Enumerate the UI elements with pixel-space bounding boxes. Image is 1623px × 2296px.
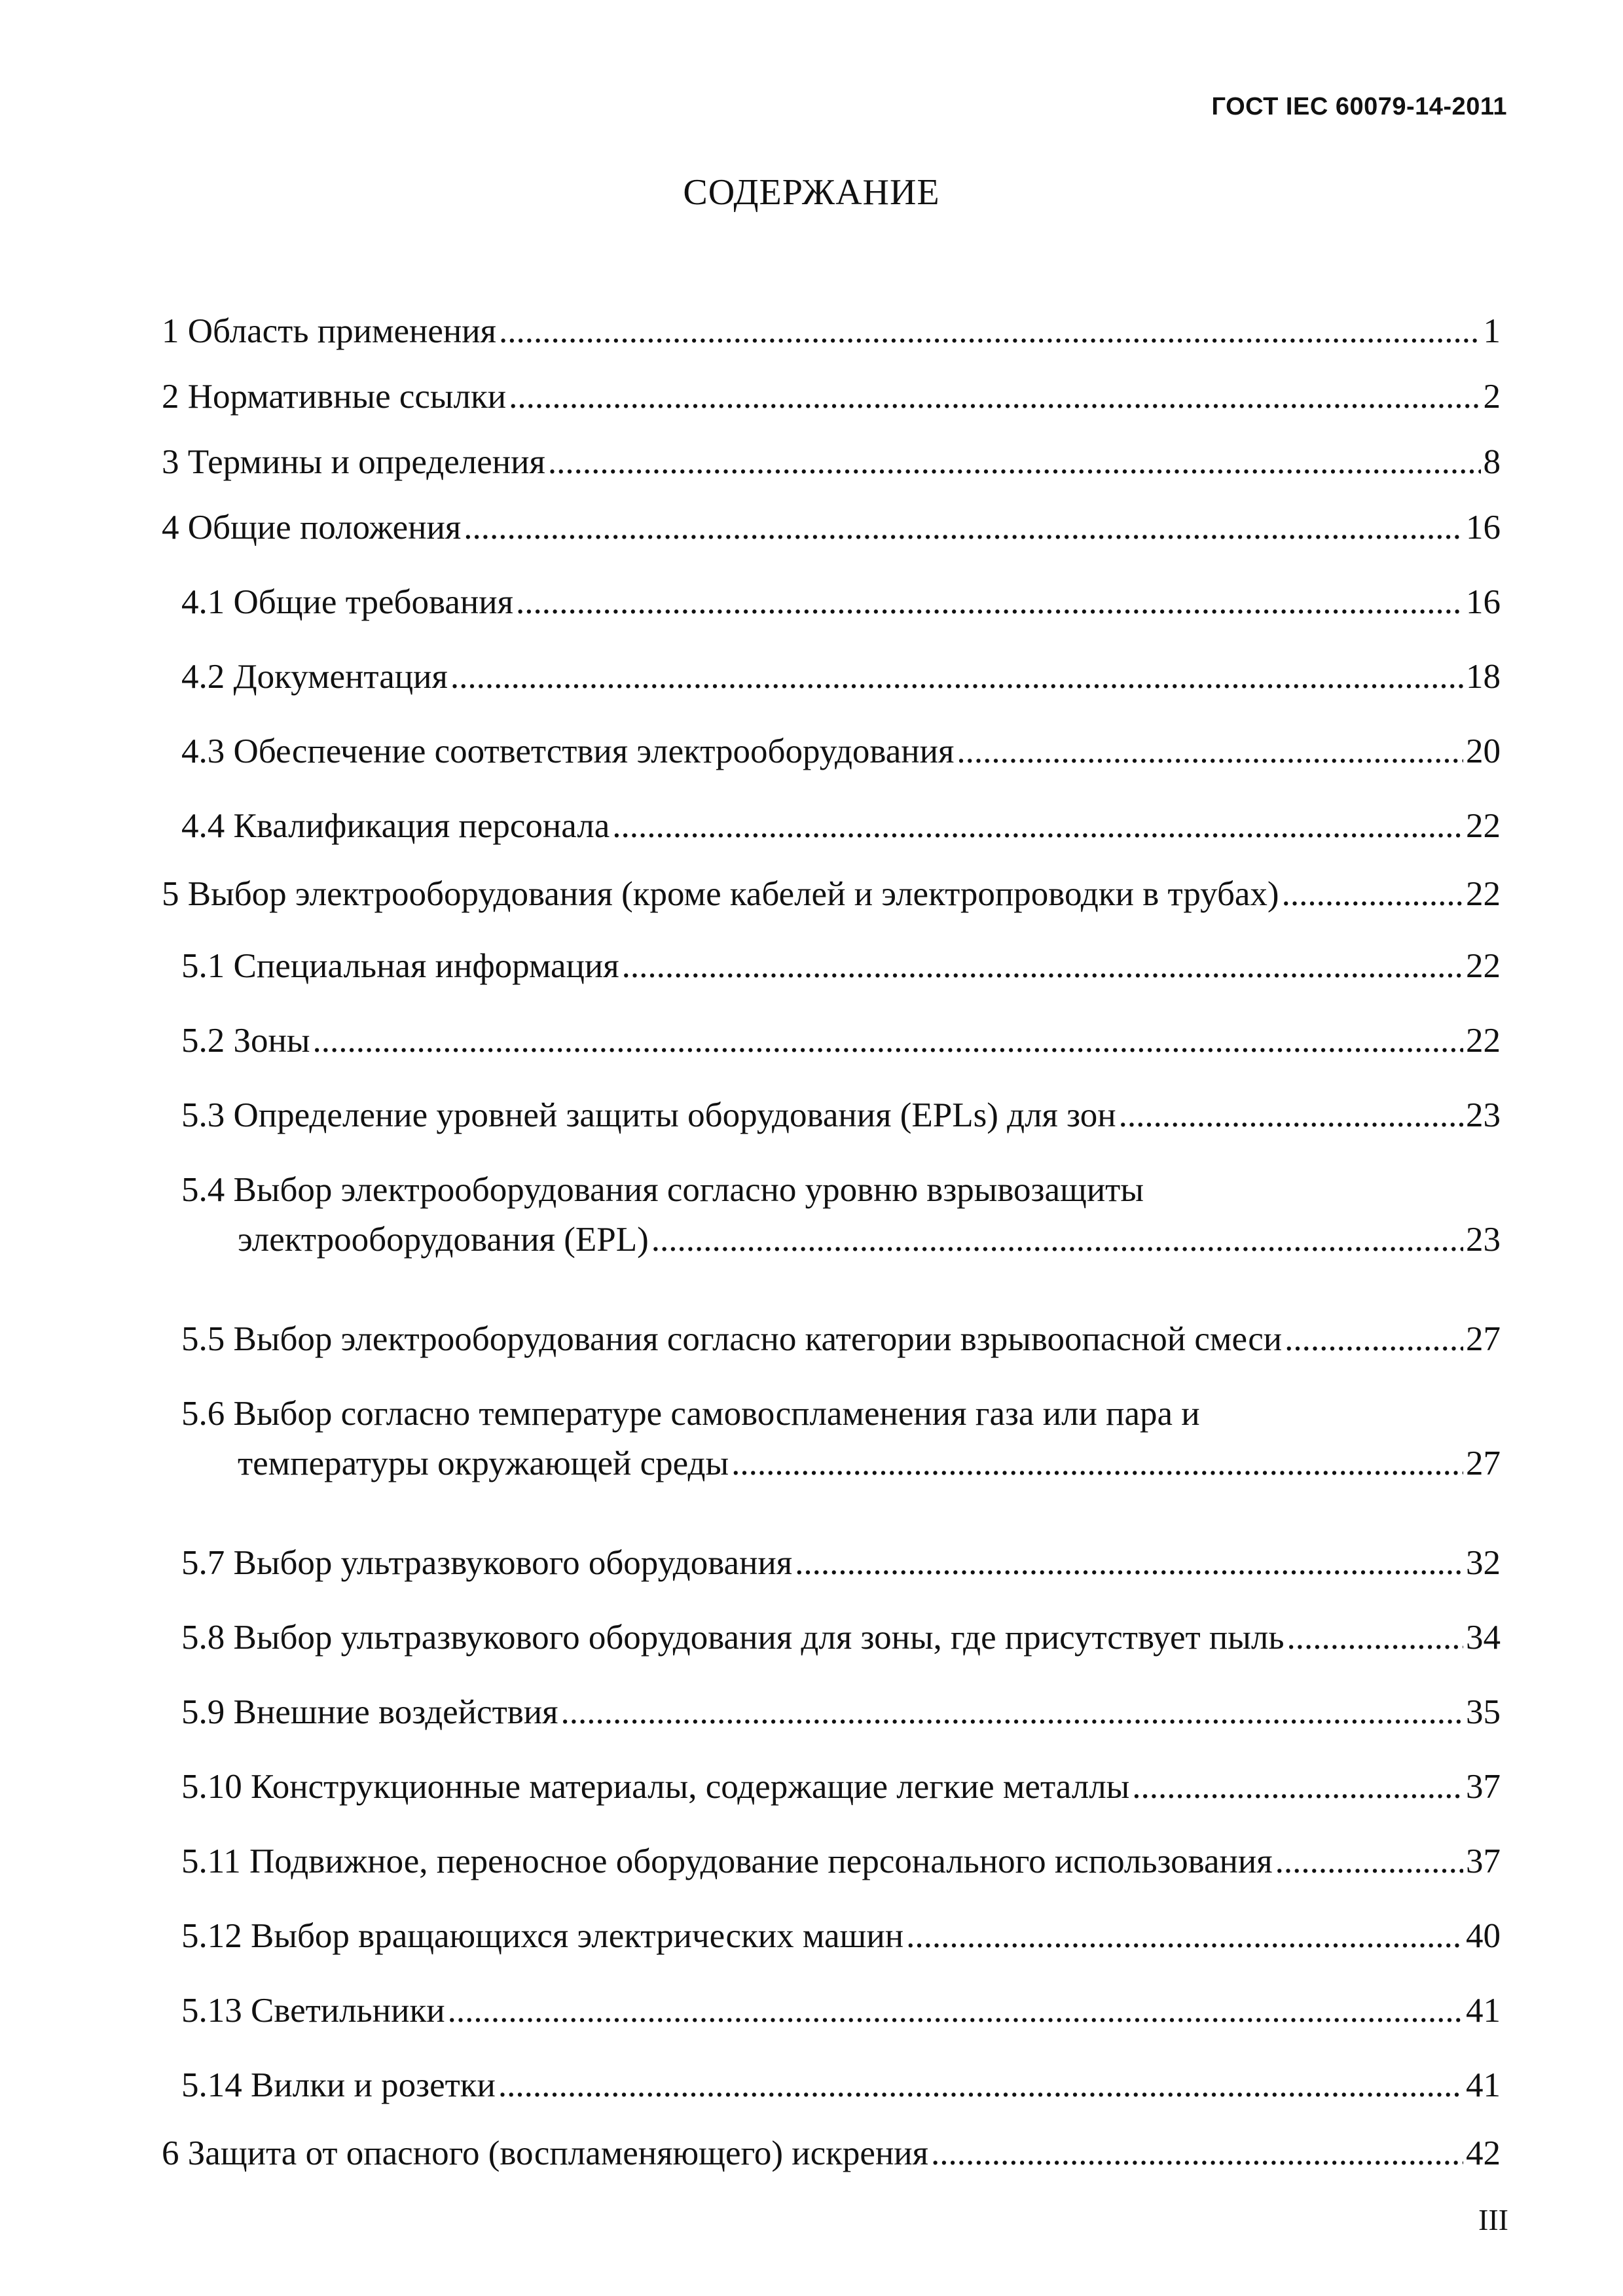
- leader-dots: [1286, 1613, 1463, 1662]
- leader-dots: [1285, 1314, 1463, 1364]
- toc-entry-title: 5.6 Выбор согласно температуре самовоспламенения газа или пара и: [181, 1395, 1200, 1433]
- toc-entry[interactable]: [181, 652, 1501, 702]
- leader-dots: [1119, 1090, 1463, 1140]
- leader-dots: [906, 1911, 1463, 1961]
- toc-entry-title: 5.14 Вилки и розетки: [181, 2066, 496, 2104]
- toc-entry-page: 37: [1466, 1768, 1501, 1806]
- leader-dots: [651, 1215, 1463, 1265]
- toc-entry[interactable]: [181, 726, 1501, 776]
- toc-entry[interactable]: [181, 1986, 1501, 2036]
- leader-dots: [548, 437, 1481, 487]
- toc-entry-title: 4.3 Обеспечение соответствия электрооборудования: [181, 732, 955, 770]
- toc-entry[interactable]: [181, 1687, 1501, 1737]
- toc-entry-page: 34: [1466, 1619, 1501, 1657]
- toc-entry-title: 5.13 Светильники: [181, 1992, 445, 2030]
- toc-entry-title: 3 Термины и определения: [162, 443, 545, 481]
- leader-dots: [448, 1986, 1463, 2036]
- toc-entry-page: 41: [1466, 1992, 1501, 2030]
- toc-entry-title: 1 Область применения: [162, 312, 497, 350]
- leader-dots: [516, 577, 1463, 627]
- toc-entry[interactable]: [181, 1165, 1501, 1265]
- toc-entry-title: 5.8 Выбор ультразвукового оборудования для зоны, где присутствует пыль: [181, 1619, 1285, 1657]
- toc-entry-title: 5.11 Подвижное, переносное оборудование персонального использования: [181, 1842, 1273, 1880]
- toc-entry-page: 41: [1466, 2066, 1501, 2104]
- leader-dots: [450, 652, 1463, 702]
- toc-entry[interactable]: [181, 2060, 1501, 2110]
- toc-entry-title-continued: электрооборудования (EPL): [238, 1221, 649, 1259]
- toc-entry[interactable]: [181, 1538, 1501, 1588]
- leader-dots: [499, 306, 1480, 356]
- toc-entry-page: 27: [1466, 1320, 1501, 1358]
- leader-dots: [509, 372, 1480, 422]
- toc-entry-page: 22: [1466, 807, 1501, 845]
- toc-entry-page: 20: [1466, 732, 1501, 770]
- document-code: ГОСТ IEC 60079-14-2011: [1211, 93, 1507, 120]
- toc-entry-page: 22: [1466, 947, 1501, 985]
- toc-entry[interactable]: [181, 1314, 1501, 1364]
- toc-entry[interactable]: [181, 801, 1501, 851]
- toc-entry[interactable]: [162, 372, 1501, 422]
- toc-entry[interactable]: [181, 941, 1501, 991]
- leader-dots: [622, 941, 1463, 991]
- toc-entry-title-continued: температуры окружающей среды: [238, 1444, 729, 1482]
- toc-entry-page: 40: [1466, 1917, 1501, 1955]
- toc-entry[interactable]: [162, 437, 1501, 487]
- toc-entry-page: 42: [1466, 2134, 1501, 2172]
- toc-entry[interactable]: [181, 1762, 1501, 1812]
- toc-entry-title: 4.4 Квалификация персонала: [181, 807, 610, 845]
- toc-entry[interactable]: [162, 869, 1501, 919]
- leader-dots: [612, 801, 1463, 851]
- toc-entry-title: 5 Выбор электрооборудования (кроме кабелей и электропроводки в трубах): [162, 875, 1279, 913]
- leader-dots: [313, 1016, 1463, 1066]
- leader-dots: [464, 503, 1463, 552]
- leader-dots: [731, 1439, 1463, 1488]
- toc-entry-page: 18: [1466, 658, 1501, 696]
- toc-entry-page: 35: [1466, 1693, 1501, 1731]
- toc-entry-title: 5.1 Специальная информация: [181, 947, 619, 985]
- toc-entry-title: 5.12 Выбор вращающихся электрических машин: [181, 1917, 904, 1955]
- toc-entry-page: 16: [1466, 583, 1501, 621]
- toc-entry-page: 22: [1466, 1022, 1501, 1060]
- toc-entry-page: 23: [1466, 1221, 1501, 1259]
- toc-entry-title: 4 Общие положения: [162, 509, 462, 547]
- page-number: III: [1478, 2203, 1508, 2236]
- toc-entry[interactable]: [181, 577, 1501, 627]
- toc-entry-title: 5.5 Выбор электрооборудования согласно категории взрывоопасной смеси: [181, 1320, 1283, 1358]
- leader-dots: [1275, 1837, 1463, 1886]
- toc-entry[interactable]: [181, 1613, 1501, 1662]
- toc-entry-page: 23: [1466, 1096, 1501, 1134]
- toc-entry-title: 4.2 Документация: [181, 658, 448, 696]
- toc-entry-page: 22: [1466, 875, 1501, 913]
- toc-entry[interactable]: [181, 1016, 1501, 1066]
- toc-entry-page: 2: [1483, 378, 1501, 416]
- toc-entry-title: 6 Защита от опасного (воспламеняющего) искрения: [162, 2134, 929, 2172]
- toc-entry-title: 5.2 Зоны: [181, 1022, 310, 1060]
- toc-entry-page: 8: [1483, 443, 1501, 481]
- toc-entry-title: 5.10 Конструкционные материалы, содержащие легкие металлы: [181, 1768, 1130, 1806]
- leader-dots: [957, 726, 1463, 776]
- toc-entry[interactable]: [181, 1090, 1501, 1140]
- toc-entry[interactable]: [181, 1911, 1501, 1961]
- toc-entry[interactable]: [162, 503, 1501, 552]
- toc-entry[interactable]: [162, 306, 1501, 356]
- leader-dots: [561, 1687, 1464, 1737]
- toc-entry-page: 16: [1466, 509, 1501, 547]
- leader-dots: [931, 2128, 1463, 2178]
- leader-dots: [1132, 1762, 1463, 1812]
- toc-entry-page: 27: [1466, 1444, 1501, 1482]
- leader-dots: [1282, 869, 1463, 919]
- page-title: СОДЕРЖАНИЕ: [683, 172, 940, 213]
- leader-dots: [795, 1538, 1463, 1588]
- toc-entry[interactable]: [181, 1837, 1501, 1886]
- toc-entry-page: 32: [1466, 1544, 1501, 1582]
- toc-entry-title: 5.4 Выбор электрооборудования согласно уровню взрывозащиты: [181, 1171, 1144, 1209]
- toc-entry-title: 4.1 Общие требования: [181, 583, 513, 621]
- toc-entry-page: 37: [1466, 1842, 1501, 1880]
- toc-entry-title: 5.3 Определение уровней защиты оборудования (EPLs) для зон: [181, 1096, 1116, 1134]
- toc-entry-page: 1: [1483, 312, 1501, 350]
- toc-entry-title: 5.7 Выбор ультразвукового оборудования: [181, 1544, 793, 1582]
- toc-entry[interactable]: [162, 2128, 1501, 2178]
- toc-entry[interactable]: [181, 1389, 1501, 1488]
- toc-entry-title: 2 Нормативные ссылки: [162, 378, 507, 416]
- leader-dots: [498, 2060, 1463, 2110]
- toc-entry-title: 5.9 Внешние воздействия: [181, 1693, 558, 1731]
